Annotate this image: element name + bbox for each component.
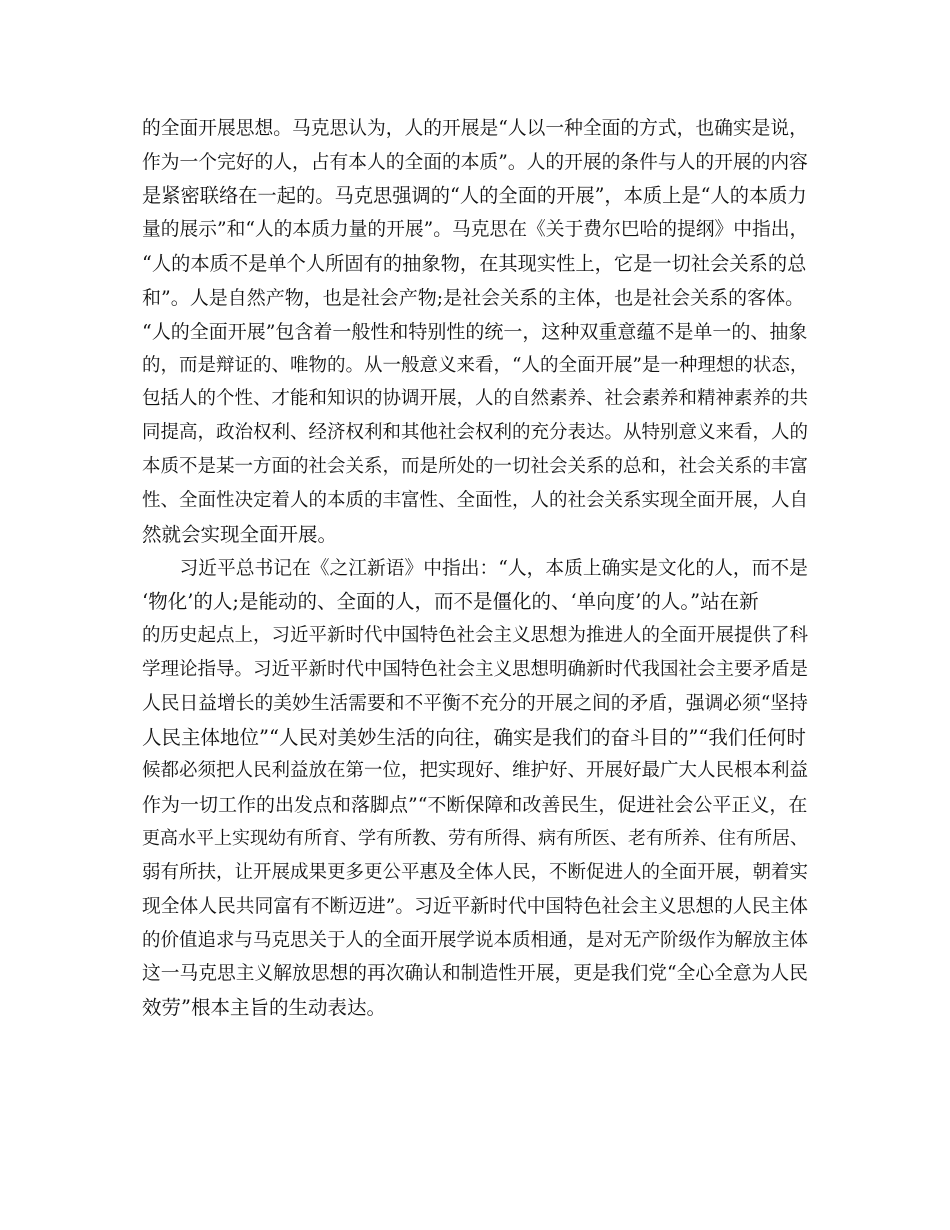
- text-line: 人民日益增长的美妙生活需要和不平衡不充分的开展之间的矛盾，强调必须“坚持: [142, 693, 808, 714]
- text-line: 然就会实现全面开展。: [142, 523, 338, 546]
- text-line: 学理论指导。习近平新时代中国特色社会主义思想明确新时代我国社会主要矛盾是: [142, 659, 809, 680]
- text-line: 的，而是辩证的、唯物的。从一般意义来看，“人的全面开展”是一种理想的状态，: [142, 355, 809, 376]
- text-line: “人的全面开展”包含着一般性和特别性的统一，这种双重意蕴不是单一的、抽象: [142, 321, 808, 343]
- text-line: 同提高，政治权利、经济权利和其他社会权利的充分表达。从特别意义来看，人的: [142, 422, 809, 443]
- text-line: 候都必须把人民利益放在第一位，把实现好、维护好、开展好最广大人民根本利益: [142, 760, 809, 781]
- paragraph-start-line: 习近平总书记在《之江新语》中指出：“人，本质上确实是文化的人，而不是: [142, 558, 808, 579]
- text-line: “人的本质不是单个人所固有的抽象物，在其现实性上，它是一切社会关系的总: [142, 252, 807, 275]
- text-line: 这一马克思主义解放思想的再次确认和制造性开展，更是我们党“全心全意为人民: [142, 963, 808, 984]
- text-line: 的全面开展思想。马克思认为，人的开展是“人以一种全面的方式，也确实是说，: [142, 118, 808, 139]
- text-line: 性、全面性决定着人的本质的丰富性、全面性，人的社会关系实现全面开展，人自: [142, 490, 809, 511]
- text-line: 的价值追求与马克思关于人的全面开展学说本质相通，是对无产阶级作为解放主体: [142, 930, 809, 951]
- text-line: 作为一切工作的出发点和落脚点”“不断保障和改善民生，促进社会公平正义，在: [142, 794, 808, 816]
- text-line: 包括人的个性、才能和知识的协调开展，人的自然素养、社会素养和精神素养的共: [142, 388, 809, 409]
- text-line: 本质不是某一方面的社会关系，而是所处的一切社会关系的总和，社会关系的丰富: [142, 456, 809, 477]
- text-line: 作为一个完好的人，占有本人的全面的本质”。人的开展的条件与人的开展的内容: [142, 152, 808, 173]
- text-line: 的历史起点上，习近平新时代中国特色社会主义思想为推进人的全面开展提供了科: [142, 625, 809, 646]
- text-line: 是紧密联络在一起的。马克思强调的“人的全面的开展”，本质上是“人的本质力: [142, 184, 807, 207]
- text-line: 量的展示”和“人的本质力量的开展”。马克思在《关于费尔巴哈的提纲》中指出，: [142, 219, 809, 240]
- text-line: 弱有所扶，让开展成果更多更公平惠及全体人民，不断促进人的全面开展，朝着实: [142, 862, 809, 883]
- text-line: 现全体人民共同富有不断迈进”。习近平新时代中国特色社会主义思想的人民主体: [142, 896, 808, 917]
- text-line: ‘物化’的人;是能动的、全面的人，而不是僵化的、‘单向度’的人。”站在新: [142, 590, 759, 613]
- text-line: 更高水平上实现幼有所育、学有所教、劳有所得、病有所医、老有所养、住有所居、: [142, 828, 808, 849]
- text-line: 和”。人是自然产物，也是社会产物;是社会关系的主体，也是社会关系的客体。: [142, 287, 805, 309]
- text-line: 人民主体地位”“人民对美妙生活的向往，确实是我们的奋斗目的”“我们任何时: [142, 726, 806, 749]
- text-line: 效劳”根本主旨的生动表达。: [142, 996, 386, 1019]
